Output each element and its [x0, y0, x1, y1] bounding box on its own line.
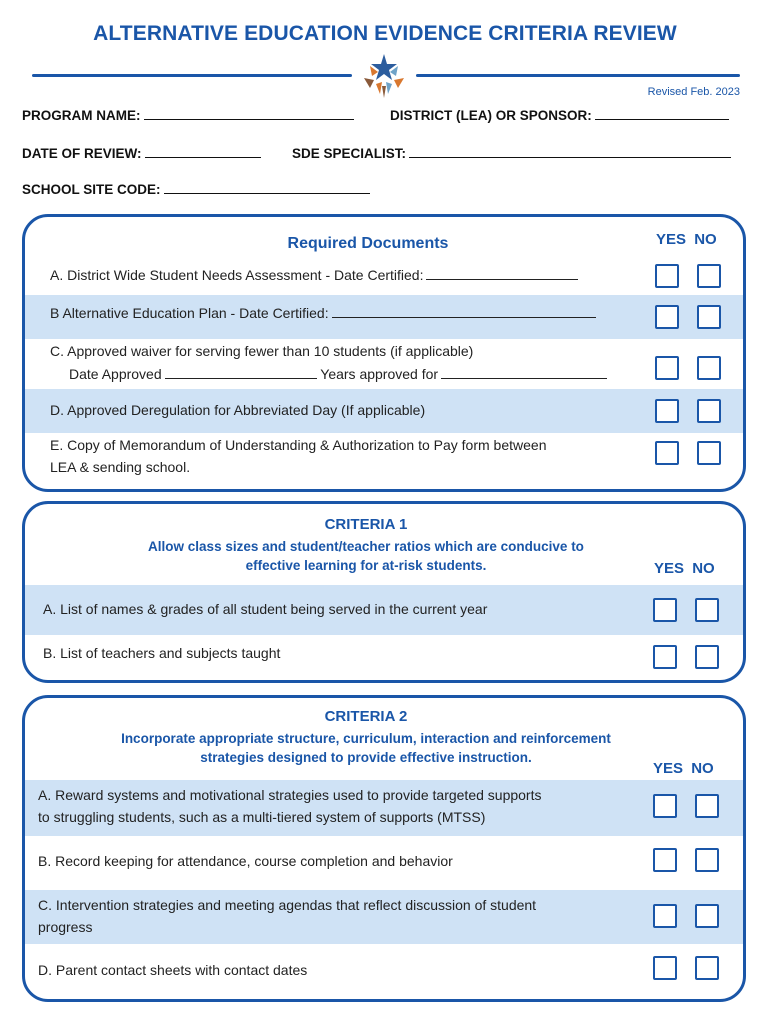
no-label: NO	[694, 231, 717, 248]
page-title: ALTERNATIVE EDUCATION EVIDENCE CRITERIA REVIEW	[93, 22, 677, 45]
district-input[interactable]	[595, 106, 729, 120]
years-approved-label: Years approved for	[320, 366, 439, 382]
program-name-label: PROGRAM NAME:	[22, 108, 141, 123]
criteria-1-section	[22, 501, 746, 683]
no-checkbox[interactable]	[695, 598, 719, 622]
yes-checkbox[interactable]	[655, 264, 679, 288]
list-item	[25, 257, 743, 295]
criteria-2-item-c: C. Intervention strategies and meeting agendas that reflect discussion of student	[38, 897, 537, 913]
no-checkbox[interactable]	[695, 956, 719, 980]
yes-no-header	[656, 231, 717, 248]
no-label: NO	[692, 560, 715, 577]
date-approved-input[interactable]	[165, 364, 317, 379]
star-logo-icon	[356, 52, 412, 100]
yes-checkbox[interactable]	[655, 305, 679, 329]
date-of-review-field	[22, 144, 261, 161]
criteria-2-title: CRITERIA 2	[324, 708, 408, 725]
date-certified-b-input[interactable]	[332, 303, 596, 318]
yes-checkbox[interactable]	[653, 904, 677, 928]
revised-date: Revised Feb. 2023	[647, 86, 740, 98]
yes-checkbox[interactable]	[653, 956, 677, 980]
list-item	[25, 295, 743, 339]
header-rule-right	[416, 74, 740, 77]
required-item-b: B Alternative Education Plan - Date Certified:	[50, 305, 329, 321]
criteria-1-subtitle-line2: effective learning for at-risk students.	[245, 558, 487, 573]
yes-label: YES	[653, 760, 684, 777]
criteria-2-section	[22, 695, 746, 1002]
date-of-review-input[interactable]	[145, 144, 261, 158]
school-site-code-field	[22, 180, 370, 197]
criteria-2-subtitle-line2: strategies designed to provide effective instruction.	[200, 750, 532, 765]
yes-no-header	[653, 760, 714, 777]
criteria-1-item-a: A. List of names & grades of all student being served in the current year	[43, 601, 488, 617]
program-name-input[interactable]	[144, 106, 354, 120]
criteria-1-title: CRITERIA 1	[324, 516, 408, 533]
required-item-e-cont: LEA & sending school.	[50, 459, 191, 475]
date-approved-label: Date Approved	[69, 366, 162, 382]
yes-checkbox[interactable]	[655, 356, 679, 380]
school-site-code-input[interactable]	[164, 180, 370, 194]
school-site-code-label: SCHOOL SITE CODE:	[22, 182, 161, 197]
date-certified-a-input[interactable]	[426, 265, 578, 280]
required-item-e: E. Copy of Memorandum of Understanding & Authorization to Pay form between	[50, 437, 547, 453]
required-documents-title: Required Documents	[287, 235, 449, 252]
criteria-2-item-c-cont: progress	[38, 919, 93, 935]
yes-checkbox[interactable]	[653, 848, 677, 872]
no-checkbox[interactable]	[695, 645, 719, 669]
criteria-1-item-b: B. List of teachers and subjects taught	[43, 645, 281, 661]
criteria-1-subtitle-line1: Allow class sizes and student/teacher ratios which are conducive to	[148, 539, 584, 554]
criteria-2-item-a: A. Reward systems and motivational strategies used to provide targeted supports	[38, 787, 542, 803]
yes-checkbox[interactable]	[655, 441, 679, 465]
sde-specialist-label: SDE SPECIALIST:	[292, 146, 407, 161]
criteria-2-item-a-cont: to struggling students, such as a multi-tiered system of supports (MTSS)	[38, 809, 486, 825]
yes-label: YES	[656, 231, 687, 248]
yes-checkbox[interactable]	[653, 598, 677, 622]
years-approved-input[interactable]	[441, 364, 607, 379]
list-item	[25, 944, 743, 1000]
list-item	[25, 339, 743, 389]
no-checkbox[interactable]	[697, 305, 721, 329]
no-checkbox[interactable]	[695, 848, 719, 872]
required-item-d: D. Approved Deregulation for Abbreviated Day (If applicable)	[50, 402, 426, 418]
yes-checkbox[interactable]	[655, 399, 679, 423]
date-of-review-label: DATE OF REVIEW:	[22, 146, 142, 161]
sde-specialist-input[interactable]	[409, 144, 731, 158]
list-item	[25, 389, 743, 433]
no-checkbox[interactable]	[697, 441, 721, 465]
sde-specialist-field	[292, 144, 731, 161]
list-item	[25, 635, 743, 681]
criteria-2-subtitle-line1: Incorporate appropriate structure, curriculum, interaction and reinforcement	[121, 731, 611, 746]
required-item-c: C. Approved waiver for serving fewer than 10 students (if applicable)	[50, 343, 474, 359]
list-item	[25, 780, 743, 836]
required-documents-section	[22, 214, 746, 492]
no-checkbox[interactable]	[697, 356, 721, 380]
criteria-2-item-b: B. Record keeping for attendance, course completion and behavior	[38, 853, 453, 869]
no-checkbox[interactable]	[697, 264, 721, 288]
list-item	[25, 585, 743, 635]
no-checkbox[interactable]	[697, 399, 721, 423]
list-item	[25, 836, 743, 890]
yes-checkbox[interactable]	[653, 794, 677, 818]
no-checkbox[interactable]	[695, 904, 719, 928]
district-field	[390, 106, 729, 123]
header-rule-left	[32, 74, 352, 77]
required-item-a: A. District Wide Student Needs Assessment - Date Certified:	[50, 267, 424, 283]
program-name-field	[22, 106, 354, 123]
no-label: NO	[691, 760, 714, 777]
yes-no-header	[654, 560, 715, 577]
criteria-2-item-d: D. Parent contact sheets with contact dates	[38, 962, 308, 978]
yes-label: YES	[654, 560, 685, 577]
list-item	[25, 433, 743, 491]
yes-checkbox[interactable]	[653, 645, 677, 669]
district-label: DISTRICT (LEA) OR SPONSOR:	[390, 108, 592, 123]
list-item	[25, 890, 743, 944]
no-checkbox[interactable]	[695, 794, 719, 818]
